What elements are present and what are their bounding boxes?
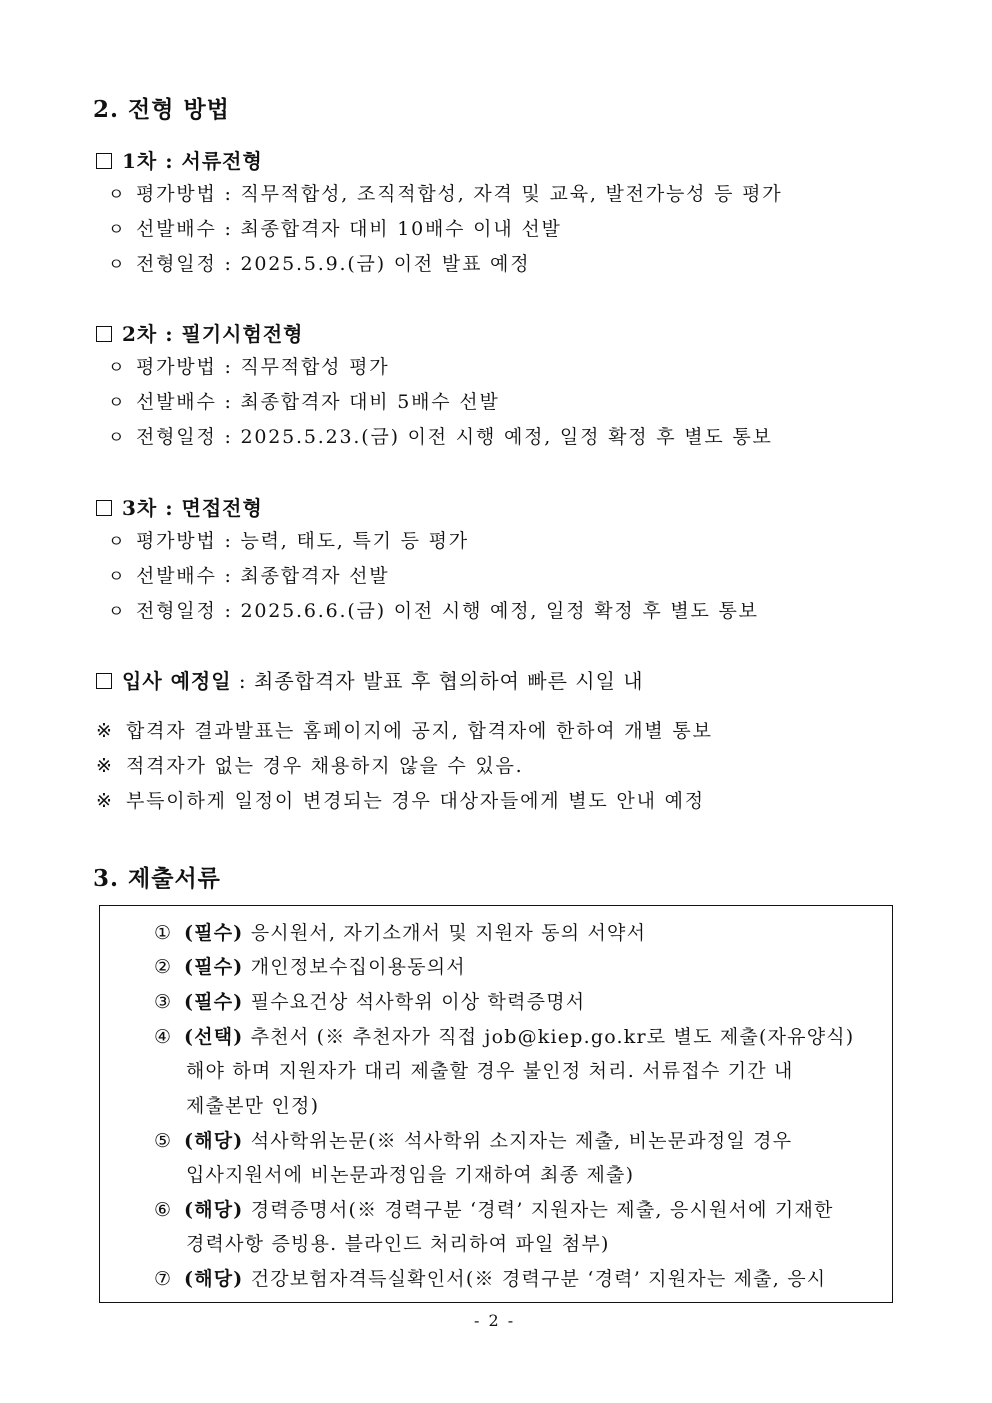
stage-3-item-3: [108, 596, 759, 623]
reference-mark-icon: ※: [96, 790, 114, 812]
number-icon: ③: [154, 991, 173, 1013]
doc-text: 응시원서, 자기소개서 및 지원자 동의 서약서: [243, 922, 647, 944]
doc-tag: (필수): [184, 991, 244, 1013]
doc-line-1: [154, 918, 646, 945]
bullet-icon: ㅇ: [108, 393, 127, 413]
doc-tag: (해당): [184, 1268, 244, 1290]
doc-text: 개인정보수집이용동의서: [243, 956, 466, 978]
stage-2-item-3: [108, 422, 773, 449]
bullet-icon: ㅇ: [108, 567, 127, 587]
bullet-icon: ㅇ: [108, 358, 127, 378]
number-icon: ①: [154, 922, 173, 944]
stage-3-item-2: [108, 561, 389, 588]
section-2-title: 2. 전형 방법: [93, 96, 230, 123]
stage-2-item-1-text: 평가방법 : 직무적합성 평가: [136, 356, 390, 378]
stage-1-item-1: [108, 179, 782, 206]
checkbox-square-icon: [96, 153, 112, 169]
doc-tag: (선택): [184, 1026, 244, 1048]
stage-2-item-1: [108, 352, 389, 379]
checkbox-square-icon: [96, 500, 112, 516]
doc-tag: (해당): [184, 1130, 244, 1152]
join-date-text: : 최종합격자 발표 후 협의하여 빠른 시일 내: [231, 669, 644, 693]
number-icon: ⑦: [154, 1268, 173, 1290]
bullet-icon: ㅇ: [108, 532, 127, 552]
doc-tag: (필수): [184, 922, 244, 944]
bullet-icon: ㅇ: [108, 602, 127, 622]
doc-line-3: [154, 987, 585, 1014]
doc-text: 해야 하며 지원자가 대리 제출할 경우 불인정 처리. 서류접수 기간 내: [186, 1060, 794, 1082]
stage-1-item-2: [108, 214, 562, 241]
stage-3-item-2-text: 선발배수 : 최종합격자 선발: [136, 565, 390, 587]
join-date-line: [96, 665, 644, 694]
stage-1-heading-text: 1차 : 서류전형: [122, 149, 263, 173]
doc-line-5-cont-1: [186, 1160, 634, 1187]
stage-3-item-1-text: 평가방법 : 능력, 태도, 특기 등 평가: [136, 530, 469, 552]
doc-text: 제출본만 인정): [186, 1095, 320, 1117]
doc-text: 필수요건상 석사학위 이상 학력증명서: [243, 991, 586, 1013]
doc-tag: (필수): [184, 956, 244, 978]
number-icon: ④: [154, 1026, 173, 1048]
doc-text: 입사지원서에 비논문과정임을 기재하여 최종 제출): [186, 1164, 635, 1186]
stage-1-item-2-text: 선발배수 : 최종합격자 대비 10배수 이내 선발: [136, 218, 562, 240]
note-3: [96, 786, 705, 813]
page-number: - 2 -: [474, 1311, 516, 1330]
stage-1-item-3-text: 전형일정 : 2025.5.9.(금) 이전 발표 예정: [136, 253, 531, 275]
doc-line-4-cont-2: [186, 1091, 319, 1118]
doc-text: 추천서 (※ 추천자가 직접 job@kiep.go.kr로 별도 제출(자유양식): [243, 1026, 855, 1048]
stage-3-heading-text: 3차 : 면접전형: [122, 496, 263, 520]
stage-2-item-3-text: 전형일정 : 2025.5.23.(금) 이전 시행 예정, 일정 확정 후 별도 통보: [136, 426, 773, 448]
checkbox-square-icon: [96, 326, 112, 342]
join-date-label: 입사 예정일: [122, 669, 232, 693]
stage-1-item-1-text: 평가방법 : 직무적합성, 조직적합성, 자격 및 교육, 발전가능성 등 평가: [136, 183, 783, 205]
doc-text: 건강보험자격득실확인서(※ 경력구분 ‘경력’ 지원자는 제출, 응시: [243, 1268, 827, 1290]
doc-text: 석사학위논문(※ 석사학위 소지자는 제출, 비논문과정일 경우: [243, 1130, 793, 1152]
bullet-icon: ㅇ: [108, 185, 127, 205]
stage-3-heading: [96, 492, 263, 521]
reference-mark-icon: ※: [96, 720, 114, 742]
number-icon: ②: [154, 956, 173, 978]
note-3-text: 부득이하게 일정이 변경되는 경우 대상자들에게 별도 안내 예정: [126, 790, 705, 812]
number-icon: ⑥: [154, 1199, 173, 1221]
note-1-text: 합격자 결과발표는 홈페이지에 공지, 합격자에 한하여 개별 통보: [126, 720, 713, 742]
doc-line-4-cont-1: [186, 1056, 794, 1083]
reference-mark-icon: ※: [96, 755, 114, 777]
stage-3-item-1: [108, 526, 469, 553]
stage-1-heading: [96, 145, 263, 174]
stage-2-heading: [96, 318, 303, 347]
stage-3-item-3-text: 전형일정 : 2025.6.6.(금) 이전 시행 예정, 일정 확정 후 별도 통보: [136, 600, 759, 622]
section-3-title: 3. 제출서류: [93, 865, 221, 892]
number-icon: ⑤: [154, 1130, 173, 1152]
documents-box: [99, 905, 893, 1303]
doc-line-4: [154, 1022, 854, 1049]
doc-line-7: [154, 1264, 826, 1291]
doc-text: 경력사항 증빙용. 블라인드 처리하여 파일 첨부): [186, 1233, 610, 1255]
doc-line-6-cont-1: [186, 1229, 610, 1256]
note-1: [96, 716, 713, 743]
note-2: [96, 751, 524, 778]
bullet-icon: ㅇ: [108, 428, 127, 448]
doc-text: 경력증명서(※ 경력구분 ‘경력’ 지원자는 제출, 응시원서에 기재한: [243, 1199, 834, 1221]
stage-2-item-2: [108, 387, 500, 414]
stage-2-heading-text: 2차 : 필기시험전형: [122, 322, 304, 346]
doc-line-2: [154, 952, 466, 979]
note-2-text: 적격자가 없는 경우 채용하지 않을 수 있음.: [126, 755, 524, 777]
doc-tag: (해당): [184, 1199, 244, 1221]
bullet-icon: ㅇ: [108, 220, 127, 240]
checkbox-square-icon: [96, 673, 112, 689]
stage-1-item-3: [108, 249, 530, 276]
doc-line-5: [154, 1126, 792, 1153]
doc-line-6: [154, 1195, 834, 1222]
bullet-icon: ㅇ: [108, 255, 127, 275]
stage-2-item-2-text: 선발배수 : 최종합격자 대비 5배수 선발: [136, 391, 500, 413]
